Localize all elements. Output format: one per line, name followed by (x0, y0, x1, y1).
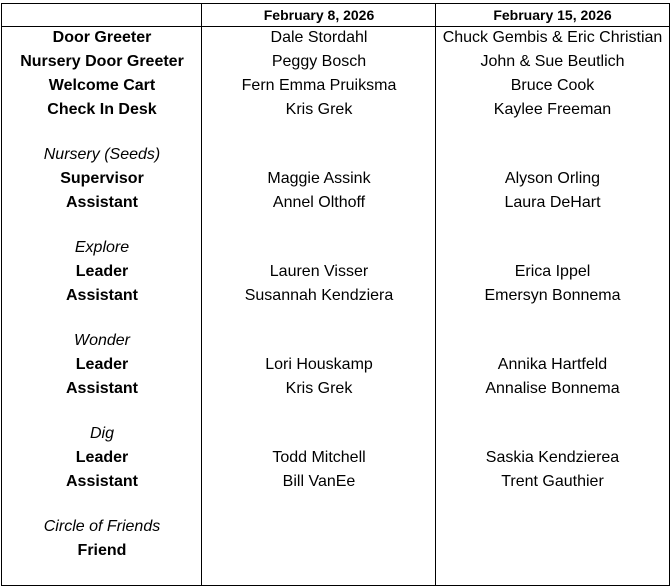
feb-15-volunteer: John & Sue Beutlich (480, 53, 625, 70)
header-feb-15: February 15, 2026 (493, 7, 612, 23)
role-label: Assistant (65, 380, 139, 397)
feb-15-volunteer (436, 539, 669, 563)
role-label: Leader (75, 356, 129, 373)
role-label: Nursery (Seeds) (43, 146, 161, 163)
feb-8-volunteer (202, 143, 436, 167)
feb-15-volunteer: Chuck Gembis & Eric Christian (442, 29, 663, 46)
role-label: Dig (89, 425, 114, 442)
feb-15-volunteer: Trent Gauthier (501, 473, 604, 490)
feb-15-volunteer (436, 515, 669, 539)
schedule-table (1, 3, 670, 586)
feb-8-volunteer: Kris Grek (285, 101, 353, 118)
feb-15-volunteer (436, 236, 669, 260)
role-label: Check In Desk (47, 101, 157, 118)
feb-15-volunteer: Kaylee Freeman (493, 101, 612, 118)
feb-8-volunteer: Annel Olthoff (272, 194, 366, 211)
feb-8-volunteer: Bill VanEe (282, 473, 356, 490)
feb-15-volunteer: Erica Ippel (514, 263, 591, 280)
feb-15-volunteer: Saskia Kendzierea (485, 449, 620, 466)
feb-8-volunteer: Kris Grek (285, 380, 353, 397)
role-label: Leader (75, 263, 129, 280)
role-label: Wonder (73, 332, 131, 349)
feb-8-volunteer: Lauren Visser (269, 263, 369, 280)
feb-15-volunteer (436, 422, 669, 446)
role-label: Assistant (65, 194, 139, 211)
role-label: Nursery Door Greeter (20, 53, 184, 70)
role-label: Welcome Cart (48, 77, 156, 94)
feb-8-volunteer: Dale Stordahl (270, 29, 368, 46)
feb-8-volunteer (202, 236, 436, 260)
feb-15-volunteer: Alyson Orling (504, 170, 601, 187)
role-label: Supervisor (60, 170, 144, 187)
role-label: Assistant (65, 287, 139, 304)
feb-8-volunteer: Maggie Assink (267, 170, 371, 187)
feb-8-volunteer: Fern Emma Pruiksma (241, 77, 397, 94)
role-label: Explore (74, 239, 130, 256)
feb-8-volunteer (202, 329, 436, 353)
feb-15-volunteer (436, 143, 669, 167)
role-label: Friend (77, 542, 127, 559)
feb-15-volunteer: Laura DeHart (504, 194, 601, 211)
feb-15-volunteer: Annalise Bonnema (485, 380, 620, 397)
feb-8-volunteer: Peggy Bosch (271, 53, 367, 70)
role-label: Door Greeter (52, 29, 152, 46)
feb-15-volunteer: Annika Hartfeld (497, 356, 608, 373)
feb-8-volunteer: Susannah Kendziera (244, 287, 394, 304)
feb-15-volunteer: Emersyn Bonnema (484, 287, 621, 304)
feb-15-volunteer (436, 329, 669, 353)
feb-8-volunteer: Lori Houskamp (265, 356, 373, 373)
feb-8-volunteer (202, 515, 436, 539)
header-empty (2, 4, 202, 26)
role-label: Leader (75, 449, 129, 466)
header-feb-8: February 8, 2026 (263, 7, 375, 23)
feb-8-volunteer: Todd Mitchell (272, 449, 366, 466)
feb-15-volunteer: Bruce Cook (510, 77, 595, 94)
feb-8-volunteer (202, 539, 436, 563)
feb-8-volunteer (202, 422, 436, 446)
role-label: Circle of Friends (43, 518, 161, 535)
role-label: Assistant (65, 473, 139, 490)
